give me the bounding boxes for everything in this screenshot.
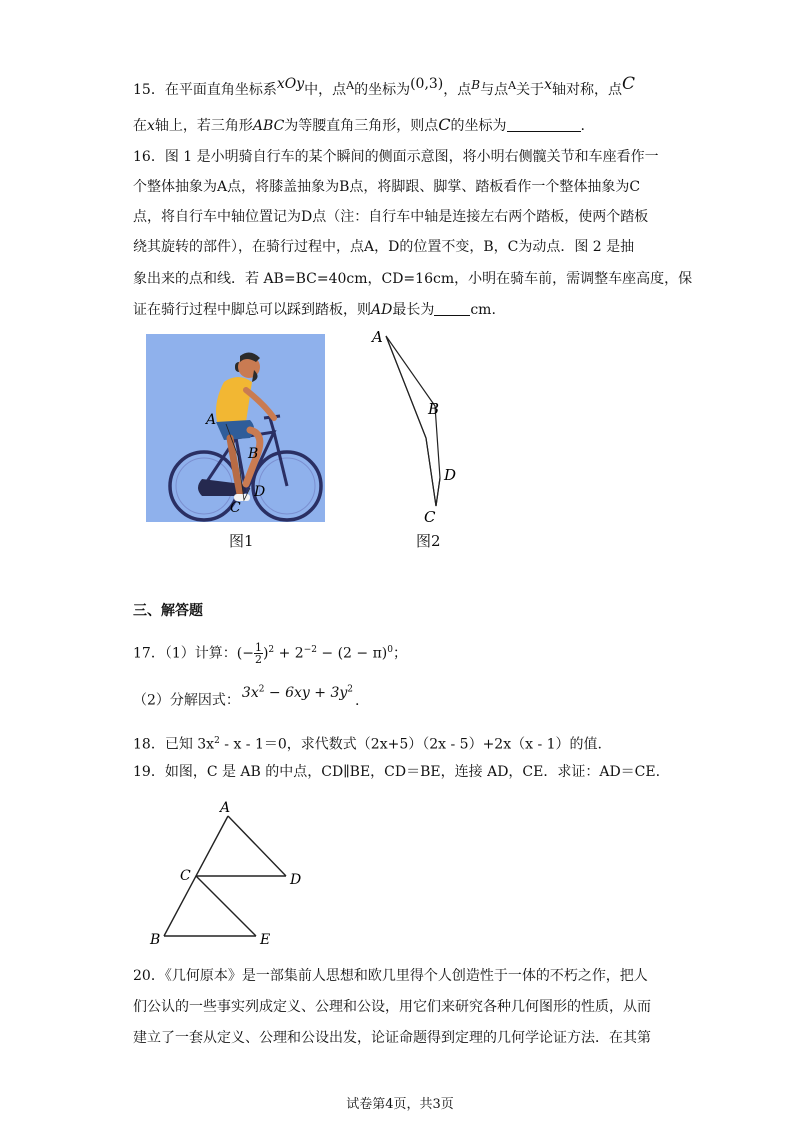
fraction-one-half: $\frac{1}{2}$ [254, 641, 262, 667]
q16-line-6: 证在骑行过程中脚总可以踩到踏板，则AD最长为 cm. [133, 302, 496, 318]
figure-1-cyclist [146, 334, 325, 522]
answer-blank-q15 [507, 117, 581, 132]
q16-line-1: 16．图 1 是小明骑自行车的某个瞬间的侧面示意图，将小明右侧髋关节和车座看作一 [133, 149, 659, 165]
q16-line-4: 绕其旋转的部件），在骑行过程中，点A，D的位置不变，B，C为动点．图 2 是抽 [133, 239, 635, 255]
segment-ce [196, 876, 256, 936]
fig1-label-a: A [206, 412, 217, 428]
q17-part-1: 17．（1）计算：(− $\frac{1}{2}$ )$^2 + 2^{-2} - (2 - \pi)^0$； [133, 641, 407, 667]
q19-text: 19．如图，C 是 AB 的中点，CD∥BE，CD＝BE，连接 AD，CE．求证：AD＝CE. [133, 764, 661, 780]
segment-ad [228, 816, 286, 876]
q16-line-5: 象出来的点和线．若 AB=BC=40cm，CD=16cm，小明在骑车前，需调整车座高度，保 [133, 271, 693, 287]
fig1-label-d: D [254, 484, 266, 500]
q15-line-2: 在x轴上，若三角形ABC为等腰直角三角形，则点C的坐标为 . [133, 115, 585, 134]
fig2-label-c: C [424, 508, 436, 526]
q20-line-3: 建立了一套从定义、公理和公设出发，论证命题得到定理的几何学论证方法．在其第 [133, 1030, 651, 1046]
q19-label-a: A [220, 800, 231, 816]
q16-line-2: 个整体抽象为A点，将膝盖抽象为B点，将脚跟、脚掌、踏板看作一个整体抽象为C [133, 179, 641, 195]
segment-ab [386, 336, 426, 438]
page-footer: 试卷第4页，共3页 [346, 1097, 454, 1112]
q20-line-2: 们公认的一些事实列成定义、公理和公设，用它们来研究各种几何图形的性质，从而 [133, 999, 651, 1015]
q15-line-1: 15．在平面直角坐标系xOy中，点$^A$的坐标为(0,3)，点B与点$^A$关于x轴对称，点C [133, 74, 635, 98]
figure-2-diagram [360, 326, 470, 526]
q18-text: 18．已知 $3x^2 - x - 1=0$，求代数式（2x+5）（2x - 5）+2x（x - 1）的值. [133, 736, 602, 753]
fig2-label-d: D [444, 466, 457, 484]
q19-label-c: C [180, 868, 191, 884]
segment-cd [436, 478, 440, 506]
fig1-label-c: C [230, 500, 241, 516]
fig2-label-b: B [428, 400, 440, 418]
figure-2-caption: 图2 [416, 532, 441, 550]
q16-line-3: 点，将自行车中轴位置记为D点（注：自行车中轴是连接左右两个踏板，使两个踏板 [133, 209, 649, 225]
q17-part-2: （2）分解因式： $3x^2 - 6xy + 3y^2$. [133, 684, 360, 709]
fig1-label-b: B [248, 446, 259, 462]
fig2-label-a: A [372, 328, 383, 346]
q19-label-e: E [260, 932, 271, 948]
q19-label-b: B [150, 932, 161, 948]
q20-line-1: 20．《几何原本》是一部集前人思想和欧几里得个人创造性于一体的不朽之作，把人 [133, 968, 648, 984]
figure-1-caption: 图1 [229, 532, 254, 550]
section-heading: 三、解答题 [133, 603, 203, 619]
segment-bc [426, 438, 436, 506]
q19-triangle-figure [140, 798, 320, 948]
answer-blank-q16 [434, 301, 470, 316]
q19-label-d: D [290, 872, 302, 888]
